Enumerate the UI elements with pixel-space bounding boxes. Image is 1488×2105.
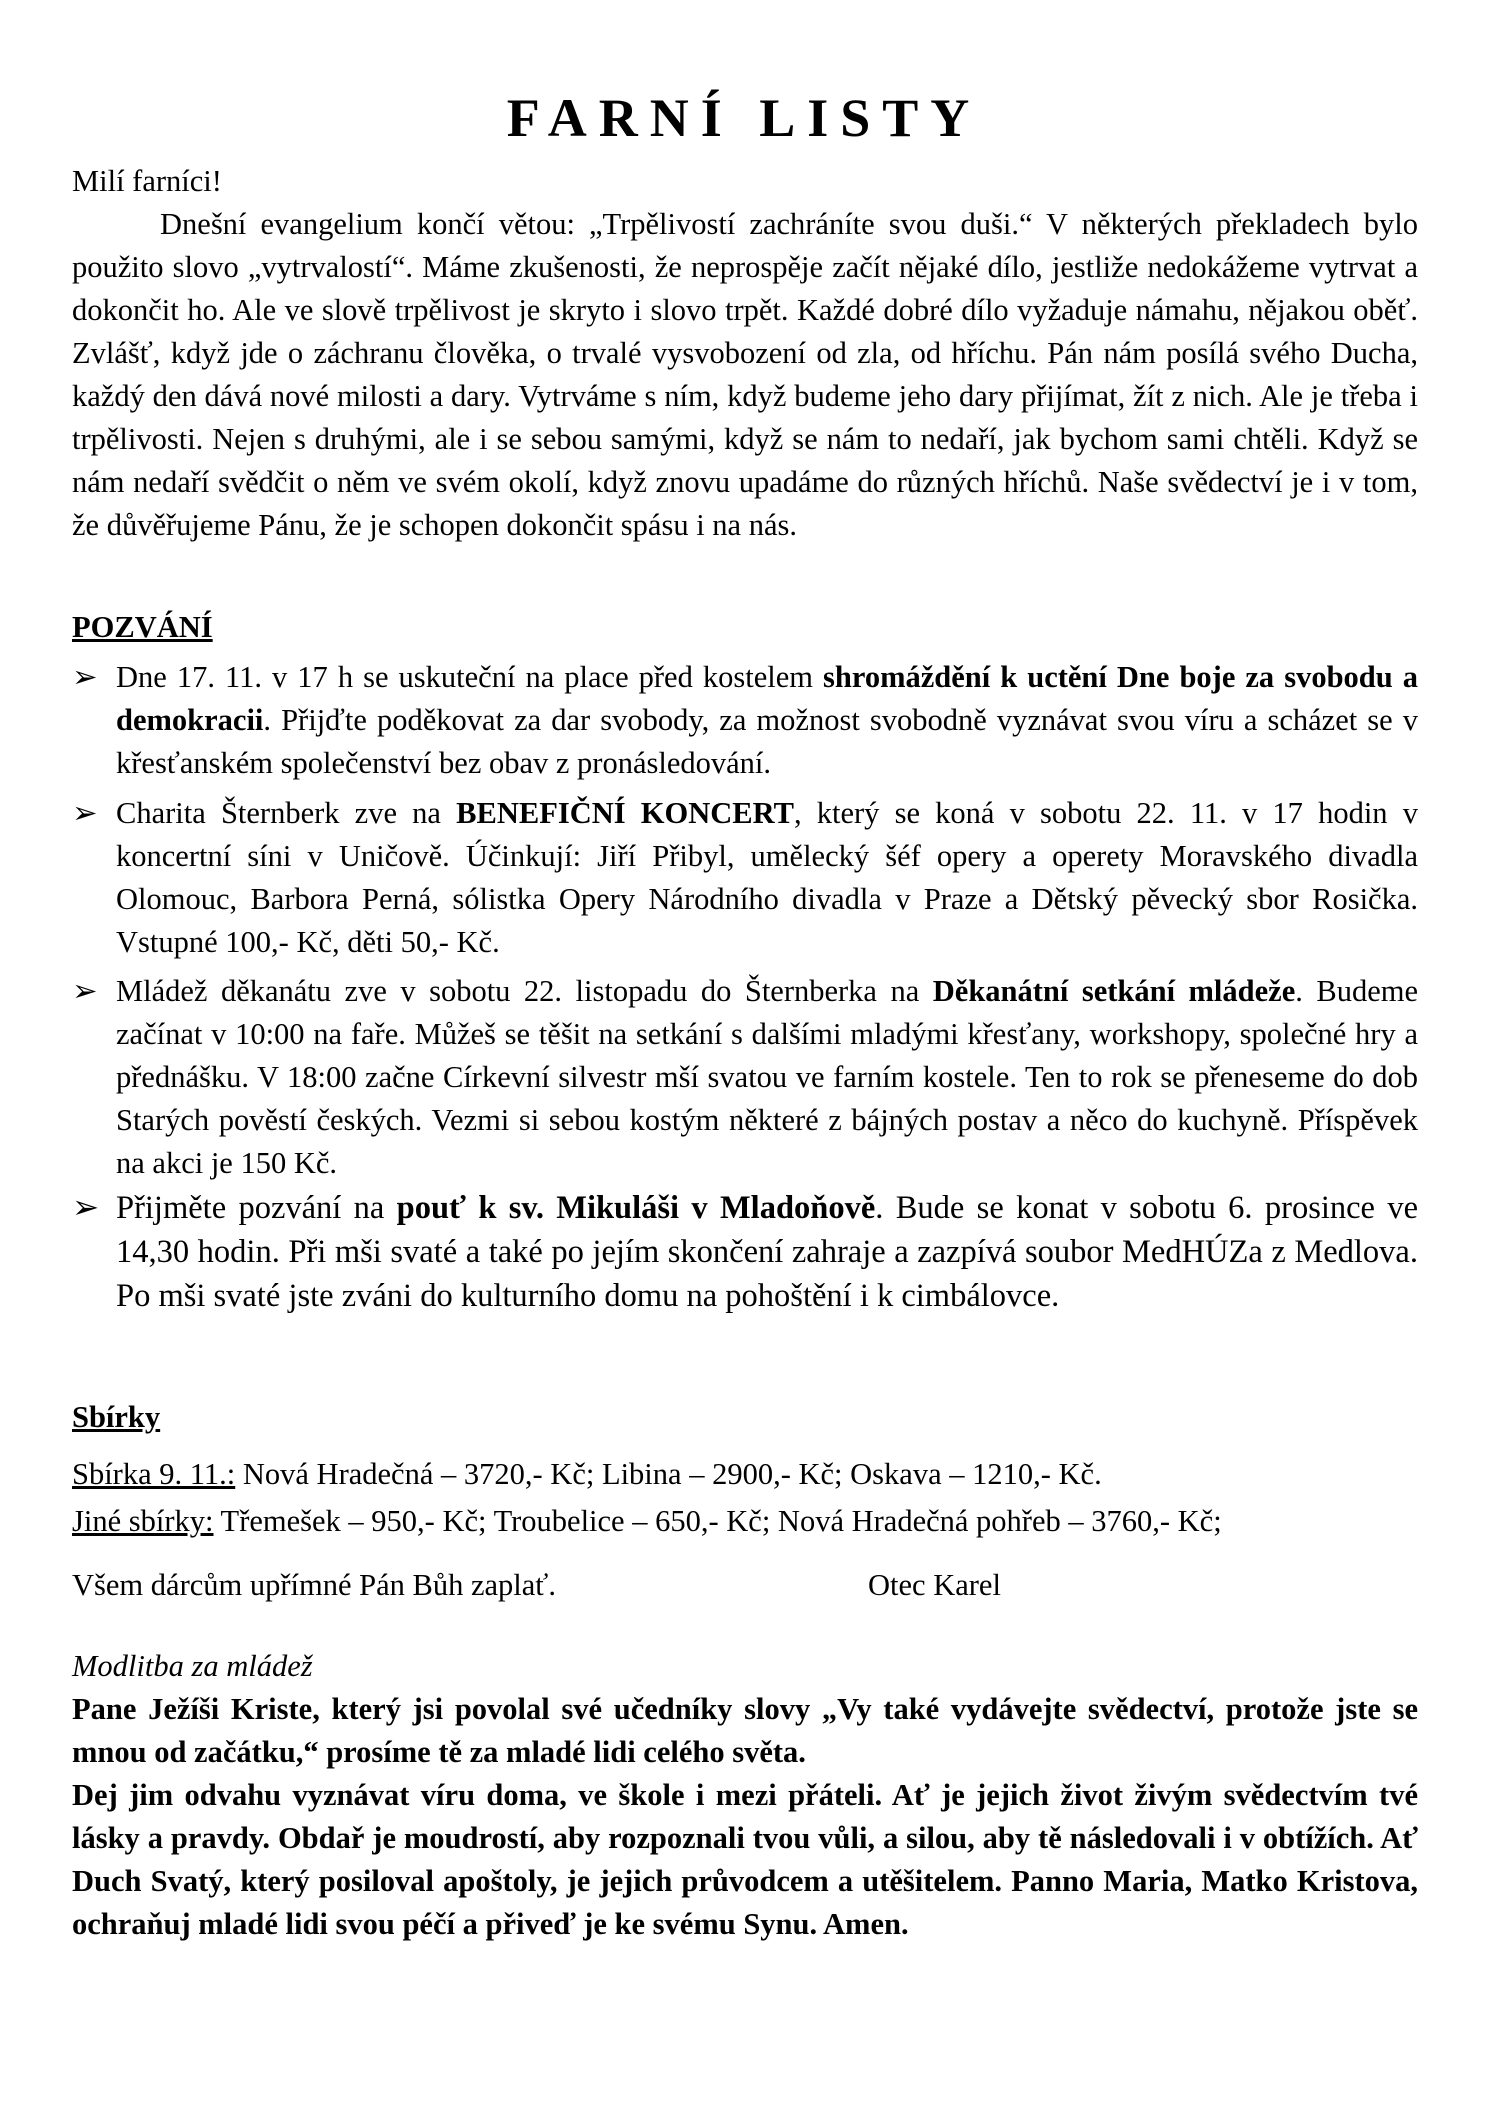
invitation-item: [72, 1186, 1418, 1318]
arrow-bullet-icon: ➢: [72, 660, 98, 694]
collections-heading: Sbírky: [72, 1400, 161, 1434]
arrow-bullet-icon: ➢: [72, 974, 98, 1008]
intro-paragraph: Dnešní evangelium končí větou: „Trpělivostí zachráníte svou duši.“ V některých překladech bylo použito slovo „vytrvalostí“. Máme zkušenosti, že neprospěje začít nějaké dílo, jestliže nedokážeme vytrvat a dokončit ho. Ale ve slově trpělivost je skryto i slovo trpět. Každé dobré dílo vyžaduje námahu, nějakou oběť. Zvlášť, když jde o záchranu člověka, o trvalé vysvobození od zla, od hříchu. Pán nám posílá svého Ducha, každý den dává nové milosti a dary. Vytrváme s ním, když budeme jeho dary přijímat, žít z nich. Ale je třeba i trpělivosti. Nejen s druhými, ale i se sebou samými, když se nám to nedaří, jak bychom sami chtěli. Když se nám nedaří svědčit o něm ve svém okolí, když znovu upadáme do různých hříchů. Naše svědectví je i v tom, že důvěřujeme Pánu, že je schopen dokončit spásu i na nás.: [72, 207, 1418, 542]
page-title: FARNÍ LISTY: [506, 88, 982, 148]
invitation-item: [72, 792, 1418, 964]
collection-label: Sbírka 9. 11.:: [72, 1457, 236, 1491]
collection-line: Sbírka 9. 11.: Nová Hradečná – 3720,- Kč; Libina – 2900,- Kč; Oskava – 1210,- Kč.: [72, 1457, 1102, 1491]
invitation-text: Přijměte pozvání na pouť k sv. Mikuláši v Mladoňově. Bude se konat v sobotu 6. prosince ve 14,30 hodin. Při mši svaté a také po jejím skončení zahraje a zazpívá soubor MedHÚZa z Medlova. Po mši svaté jste zváni do kulturního domu na pohoštění i k cimbálovce.: [116, 1190, 1418, 1314]
other-collections-line: Jiné sbírky: Třemešek – 950,- Kč; Troubelice – 650,- Kč; Nová Hradečná pohřeb – 3760,- Kč;: [72, 1504, 1222, 1538]
arrow-bullet-icon: ➢: [72, 796, 98, 830]
thanks-text: Všem dárcům upřímné Pán Bůh zaplať.: [72, 1568, 556, 1602]
invitations-heading: POZVÁNÍ: [72, 610, 213, 644]
invitation-text: Mládež děkanátu zve v sobotu 22. listopadu do Šternberka na Děkanátní setkání mládeže. Budeme začínat v 10:00 na faře. Můžeš se těšit na setkání s dalšími mladými křesťany, workshopy, společné hry a přednášku. V 18:00 začne Církevní silvestr mší svatou ve farním kostele. Ten to rok se přeneseme do dob Starých pověstí českých. Vezmi si sebou kostým některé z bájných postav a něco do kuchyně. Příspěvek na akci je 150 Kč.: [116, 974, 1419, 1180]
collection-label: Jiné sbírky:: [72, 1504, 214, 1538]
invitation-text: Charita Šternberk zve na BENEFIČNÍ KONCERT, který se koná v sobotu 22. 11. v 17 hodin v koncertní síni v Uničově. Účinkují: Jiří Přibyl, umělecký šéf opery a operety Moravského divadla Olomouc, Barbora Perná, sólistka Opery Národního divadla v Praze a Dětský pěvecký sbor Rosička. Vstupné 100,- Kč, děti 50,- Kč.: [116, 796, 1418, 959]
invitation-item: [72, 970, 1418, 1185]
invitation-item: [72, 656, 1418, 785]
arrow-bullet-icon: ➢: [72, 1190, 100, 1226]
prayer-paragraph-1: Pane Ježíši Kriste, který jsi povolal své učedníky slovy „Vy také vydávejte svědectví, protože jste se mnou od začátku,“ prosíme tě za mladé lidi celého světa.: [72, 1692, 1418, 1769]
signature: Otec Karel: [868, 1568, 1001, 1602]
greeting: Milí farníci!: [72, 164, 222, 198]
prayer-title: Modlitba za mládež: [72, 1649, 313, 1683]
invitation-text: Dne 17. 11. v 17 h se uskuteční na place před kostelem shromáždění k uctění Dne boje za svobodu a demokracii. Přijďte poděkovat za dar svobody, za možnost svobodně vyznávat svou víru a scházet se v křesťanském společenství bez obav z pronásledování.: [116, 660, 1418, 780]
prayer-paragraph-2: Dej jim odvahu vyznávat víru doma, ve škole i mezi přáteli. Ať je jejich život živým svědectvím tvé lásky a pravdy. Obdař je moudrostí, aby rozpoznali tvou vůli, a silou, aby tě následovali i v obtížích. Ať Duch Svatý, který posiloval apoštoly, je jejich průvodcem a utěšitelem. Panno Maria, Matko Kristova, ochraňuj mladé lidi svou péčí a přiveď je ke svému Synu. Amen.: [72, 1778, 1418, 1941]
